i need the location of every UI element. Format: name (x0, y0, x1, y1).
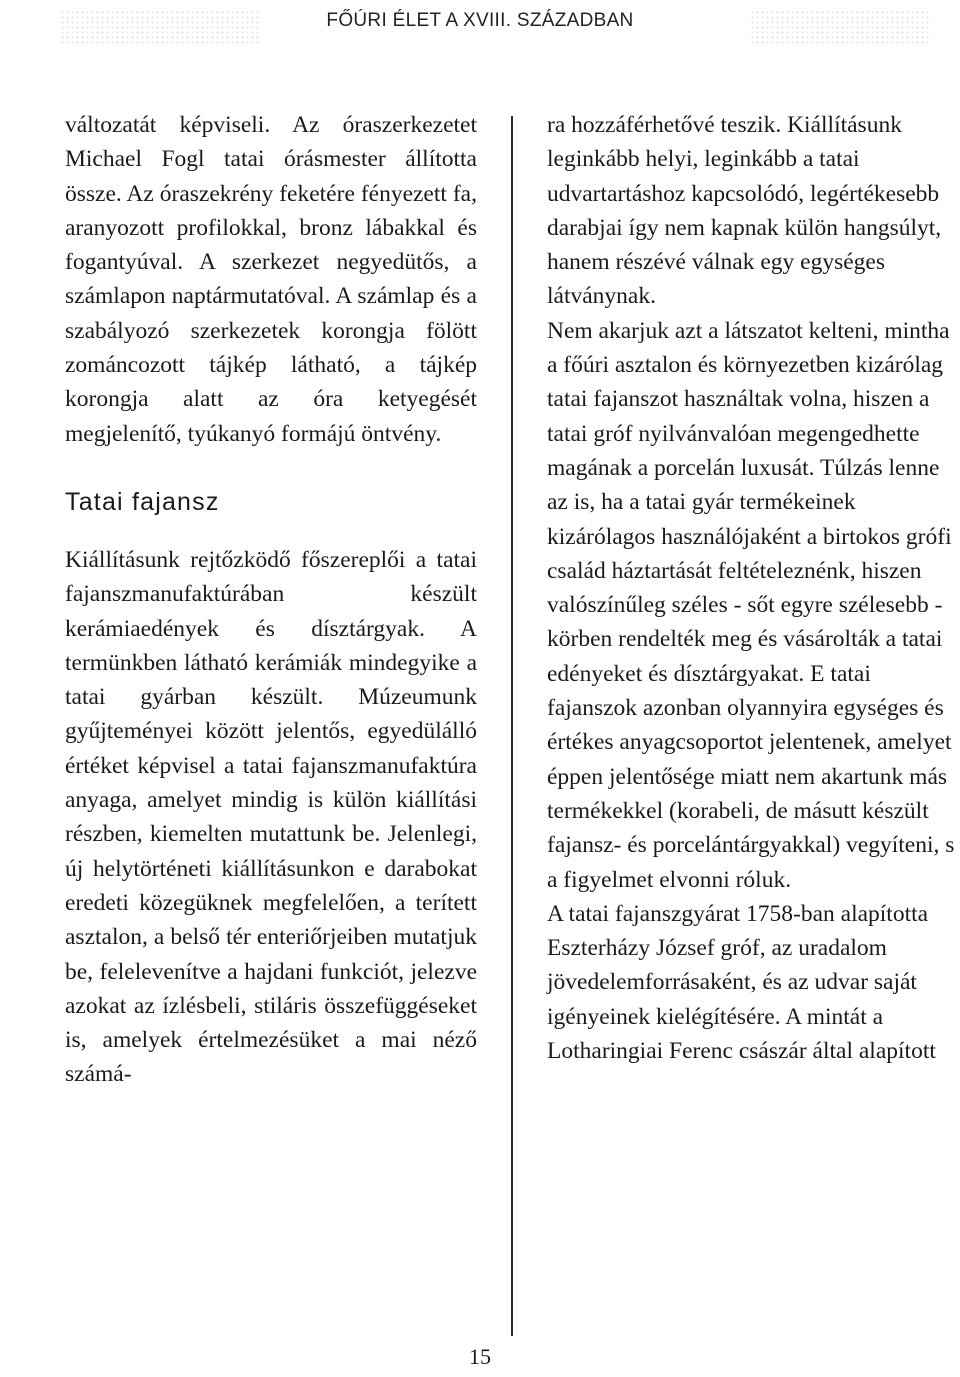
right-paragraph-3: A tatai fajanszgyárat 1758-ban alapította Eszterházy József gróf, az uradalom jövedelemforrásaként, és az udvar saját igényeinek kielégítésére. A mintát a Lotharingiai Ferenc császár által alapított (547, 900, 936, 1065)
right-paragraph-1: ra hozzáférhetővé teszik. Kiállításunk leginkább helyi, leginkább a tatai udvartartáshoz kapcsolódó, legértékesebb darabjai így nem kapnak külön hangsúlyt, hanem részévé válnak egy egységes látványnak. (547, 112, 942, 310)
left-paragraph-1: változatát képviseli. Az óraszerkezetet Michael Fogl tatai órásmester állította össze. Az óraszekrény feketére fényezett fa, aranyozott profilokkal, bronz lábakkal és fogantyúval. A szerkezet negyedütős, a számlapon naptármutatóval. A számlap és a szabályozó szerkezetek korongja fölött zománcozott tájkép látható, a tájkép korongja alatt az óra ketyegését megjelenítő, tyúkanyó formájú öntvény. (65, 112, 477, 447)
scan-noise-right (750, 10, 930, 44)
section-heading: Tatai fajansz (65, 487, 220, 516)
left-paragraph-2: Kiállításunk rejtőzködő főszereplői a tatai fajanszmanufaktúrában készült kerámiaedények és dísztárgyak. A termünkben látható kerámiák mindegyike a tatai gyárban készült. Múzeumunk gyűjteményei között jelentős, egyedülálló értéket képvisel a tatai fajanszmanufaktúra anyaga, amelyet mindig is külön kiállítási részben, kiemelten mutattunk be. Jelenlegi, új helytörténeti kiállításunkon e darabokat eredeti közegüknek megfelelően, a terített asztalon, a belső tér enteriőrjeiben mutatjuk be, felelevenítve a hajdani funkciót, jelezve azokat az ízlésbeli, stiláris összefüggéseket is, amelyek értelmezésüket a mai néző számá- (65, 546, 477, 1088)
running-header (0, 10, 960, 40)
right-column (547, 108, 959, 1068)
page-number: 15 (469, 1344, 491, 1369)
running-title: FŐÚRI ÉLET A XVIII. SZÁZADBAN (320, 10, 639, 31)
left-column (65, 108, 477, 1092)
scan-noise-left (60, 10, 260, 44)
right-paragraph-2: Nem akarjuk azt a látszatot kelteni, mintha a főúri asztalon és környezetben kizárólag tatai fajanszot használtak volna, hiszen a tatai gróf nyilvánvalóan megengedhette magának a porcelán luxusát. Túlzás lenne az is, ha a tatai gyár termékeinek kizárólagos használójaként a birtokos grófi család háztartását feltételeznénk, hiszen valószínűleg széles - sőt egyre szélesebb - körben rendelték meg és vásárolták a tatai edényeket és dísztárgyakat. E tatai fajanszok azonban olyannyira egységes és értékes anyagcsoportot jelentenek, amelyet éppen jelentősége miatt nem akartunk más termékekkel (korabeli, de másutt készült fajansz- és porcelántárgyakkal) vegyíteni, s a figyelmet elvonni róluk. (547, 317, 955, 893)
column-divider (511, 116, 513, 1336)
